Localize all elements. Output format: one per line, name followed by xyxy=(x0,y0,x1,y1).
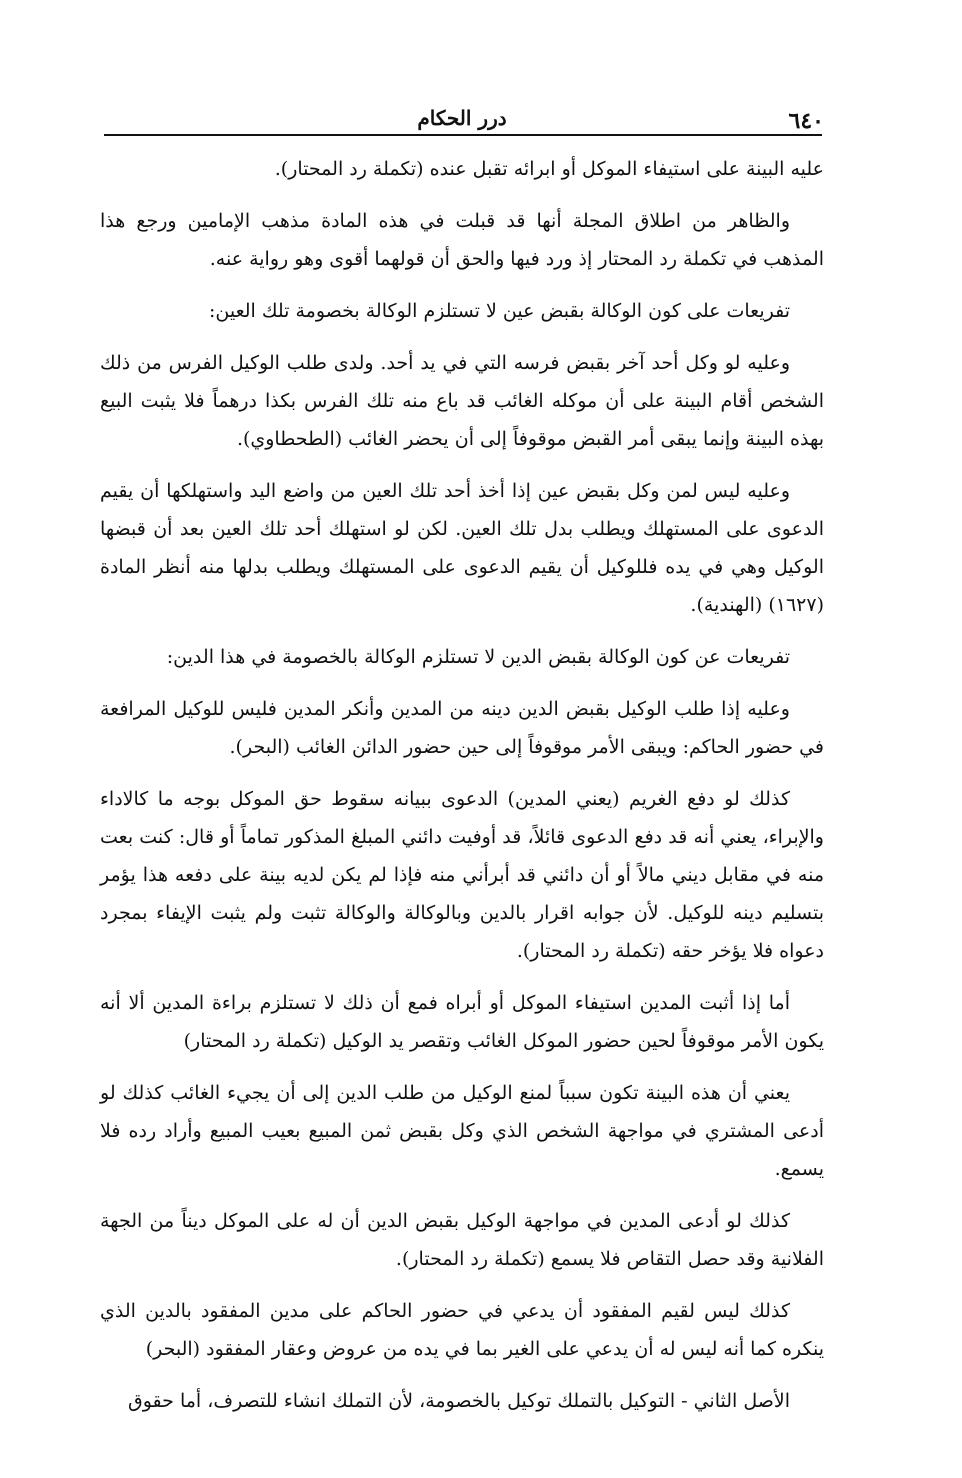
paragraph: وعليه إذا طلب الوكيل بقبض الدين دينه من المدين وأنكر المدين فليس للوكيل المرافعة في حضور الحاكم: ويبقى الأمر موقوفاً إلى حين حضور الدائن الغائب (البحر). xyxy=(100,698,824,758)
paragraph: يعني أن هذه البينة تكون سبباً لمنع الوكيل من طلب الدين إلى أن يجيء الغائب كذلك لو أدعى المشتري في مواجهة الشخص الذي وكل بقبض ثمن المبيع بعيب المبيع وأراد رده فلا يسمع. xyxy=(100,1082,824,1180)
section-heading: تفريعات عن كون الوكالة بقبض الدين لا تستلزم الوكالة بالخصومة في هذا الدين: xyxy=(166,646,790,668)
paragraph: كذلك لو دفع الغريم (يعني المدين) الدعوى ببيانه سقوط حق الموكل بوجه ما كالاداء والإبراء، يعني أنه قد دفع الدعوى قائلاً، قد أوفيت دائني المبلغ المذكور تماماً أو قال: كنت بعت منه في مقابل ديني مالاً أو أن دائني قد أبرأني منه فإذا لم يكن لديه بينة على دفعه هذا يؤمر بتسليم دينه للوكيل. لأن جوابه اقرار بالدين وبالوكالة والوكالة تثبت ولم يثبت الإيفاء بمجرد دعواه فلا يؤخر حقه (تكملة رد المحتار). xyxy=(100,788,824,962)
header-rule xyxy=(104,134,822,136)
page-header xyxy=(100,106,824,136)
section-heading: تفريعات على كون الوكالة بقبض عين لا تستلزم الوكالة بخصومة تلك العين: xyxy=(208,300,790,322)
paragraph: أما إذا أثبت المدين استيفاء الموكل أو أبراه فمع أن ذلك لا تستلزم براءة المدين ألا أنه يكون الأمر موقوفاً لحين حضور الموكل الغائب وتقصر يد الوكيل (تكملة رد المحتار) xyxy=(100,992,824,1052)
running-title: درر الحكام xyxy=(417,106,507,130)
paragraph: كذلك لو أدعى المدين في مواجهة الوكيل بقبض الدين أن له على الموكل ديناً من الجهة الفلانية وقد حصل التقاص فلا يسمع (تكملة رد المحتار). xyxy=(100,1210,824,1270)
page-number: ٦٤٠ xyxy=(788,108,824,134)
body-text xyxy=(100,150,824,1434)
paragraph: كذلك ليس لقيم المفقود أن يدعي في حضور الحاكم على مدين المفقود بالدين الذي ينكره كما أنه ليس له أن يدعي على الغير بما في يده من عروض وعقار المفقود (البحر) xyxy=(100,1300,824,1360)
paragraph: عليه البينة على استيفاء الموكل أو ابرائه تقبل عنده (تكملة رد المحتار). xyxy=(274,158,824,180)
paragraph: وعليه لو وكل أحد آخر بقبض فرسه التي في يد أحد. ولدى طلب الوكيل الفرس من ذلك الشخص أقام البينة على أن موكله الغائب قد باع منه تلك الفرس بكذا درهماً فلا يثبت البيع بهذه البينة وإنما يبقى أمر القبض موقوفاً إلى أن يحضر الغائب (الطحطاوي). xyxy=(100,352,824,450)
paragraph: والظاهر من اطلاق المجلة أنها قد قبلت في هذه المادة مذهب الإمامين ورجع هذا المذهب في تكملة رد المحتار إذ ورد فيها والحق أن قولهما أقوى وهو رواية عنه. xyxy=(100,210,824,270)
paragraph: وعليه ليس لمن وكل بقبض عين إذا أخذ أحد تلك العين من واضع اليد واستهلكها أن يقيم الدعوى على المستهلك ويطلب بدل تلك العين. لكن لو استهلك أحد تلك العين بعد أن قبضها الوكيل وهي في يده فللوكيل أن يقيم الدعوى على المستهلك ويطلب بدلها منه أنظر المادة (١٦٢٧) (الهندية). xyxy=(100,480,824,616)
paragraph: الأصل الثاني - التوكيل بالتملك توكيل بالخصومة، لأن التملك انشاء للتصرف، أما حقوق xyxy=(128,1390,790,1412)
